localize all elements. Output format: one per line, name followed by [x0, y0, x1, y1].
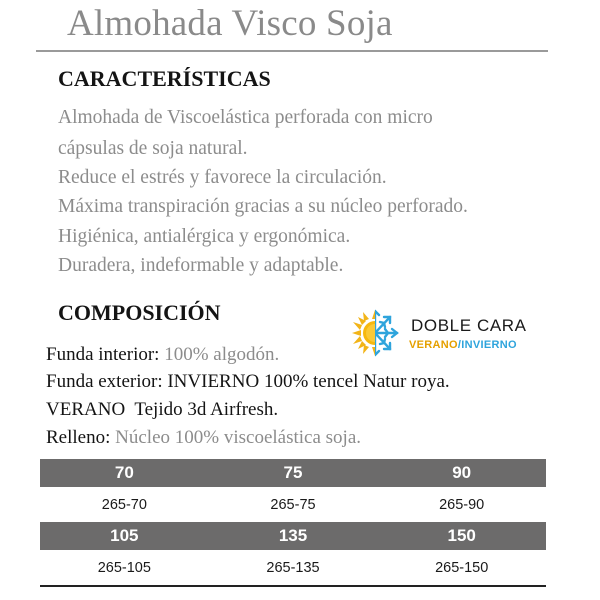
funda-interior — [46, 345, 279, 364]
feature-line: Reduce el estrés y favorece la circulación. — [58, 167, 387, 188]
feature-line: Máxima transpiración gracias a su núcleo perforado. — [58, 196, 468, 217]
verano-label: VERANO — [46, 399, 126, 420]
size-cell: 150 — [447, 526, 476, 545]
size-cell: 90 — [452, 463, 472, 482]
badge-summer: VERANO — [409, 339, 458, 351]
feature-line: Duradera, indeformable y adaptable. — [58, 255, 344, 276]
verano — [46, 400, 278, 419]
badge-winter: INVIERNO — [461, 339, 517, 351]
caracteristicas-heading: CARACTERÍSTICAS — [58, 66, 271, 91]
relleno — [46, 428, 361, 447]
funda-interior-label: Funda interior: — [46, 344, 160, 365]
badge-title: DOBLE CARA — [411, 316, 527, 335]
double-side-badge — [349, 308, 549, 358]
composicion-heading: COMPOSICIÓN — [58, 300, 221, 325]
verano-value: Tejido 3d Airfresh. — [134, 399, 279, 420]
code-cell: 265-75 — [270, 496, 316, 513]
funda-exterior-value: 100% tencel Natur roya. — [263, 371, 450, 392]
funda-exterior-label: Funda exterior: INVIERNO — [46, 371, 260, 392]
code-row — [40, 550, 546, 587]
feature-line: Higiénica, antialérgica y ergonómica. — [58, 226, 351, 247]
size-header-row — [40, 522, 546, 550]
product-title: Almohada Visco Soja — [67, 3, 393, 44]
code-row — [40, 487, 546, 522]
code-cell: 265-70 — [101, 496, 147, 513]
relleno-value: Núcleo 100% viscoelástica soja. — [115, 427, 362, 448]
code-cell: 265-105 — [97, 559, 151, 576]
size-cell: 70 — [114, 463, 134, 482]
badge-separator: / — [457, 339, 462, 351]
title-divider — [36, 50, 548, 52]
code-cell: 265-150 — [435, 559, 489, 576]
funda-exterior — [46, 372, 450, 391]
size-cell: 135 — [278, 526, 308, 545]
size-header-row — [40, 459, 546, 487]
code-cell: 265-90 — [439, 496, 485, 513]
sun-snowflake-icon — [349, 308, 401, 358]
size-cell: 75 — [283, 463, 303, 482]
funda-interior-value: 100% algodón. — [164, 344, 280, 365]
feature-line: cápsulas de soja natural. — [58, 138, 248, 159]
badge-subtitle — [409, 339, 517, 351]
code-cell: 265-135 — [266, 559, 320, 576]
size-table — [40, 459, 546, 587]
size-cell: 105 — [110, 526, 139, 545]
feature-line: Almohada de Viscoelástica perforada con micro — [58, 107, 433, 128]
relleno-label: Relleno: — [46, 427, 111, 448]
